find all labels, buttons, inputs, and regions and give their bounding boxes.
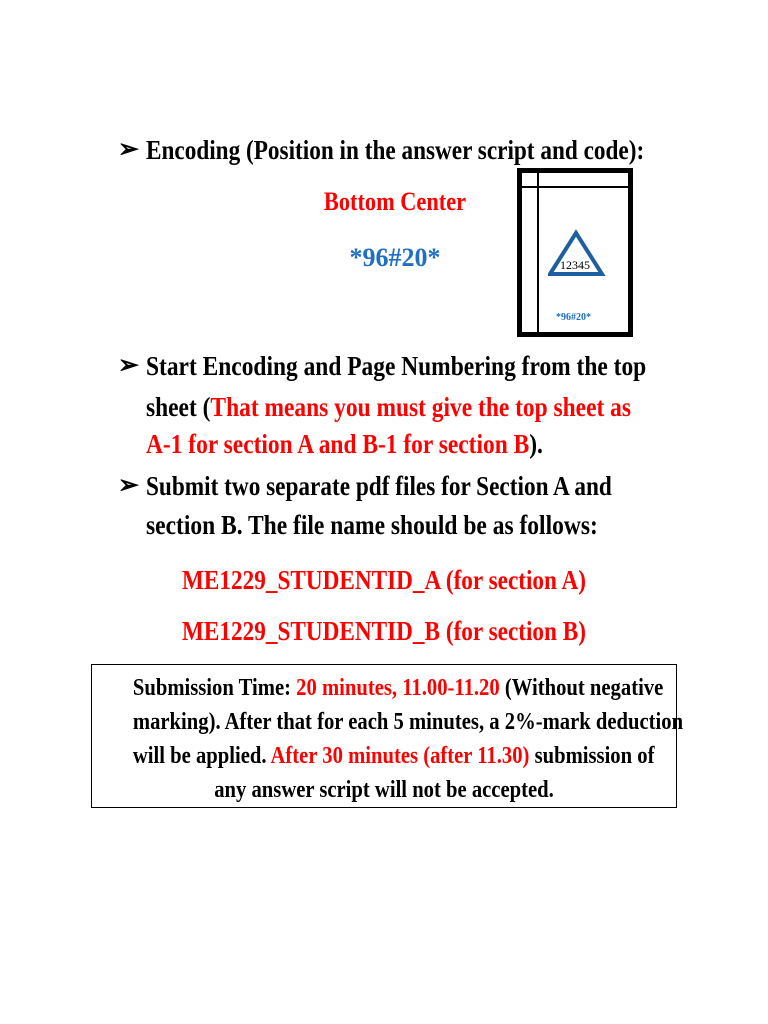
file-name-section-b: ME1229_STUDENTID_B (for section B) — [181, 616, 586, 646]
file-name-section-a: ME1229_STUDENTID_A (for section A) — [181, 565, 586, 595]
sheet-margin-line-vertical — [537, 173, 539, 332]
encoding-code: *96#20* — [349, 243, 441, 272]
start-encoding-line3 — [146, 427, 543, 461]
encoding-heading: Encoding (Position in the answer script and code): — [146, 135, 645, 165]
encoding-position: Bottom Center — [323, 187, 467, 216]
notice-line4: any answer script will not be accepted. — [214, 777, 554, 803]
bullet-arrow-icon: ➢ — [118, 352, 139, 379]
notice-line3 — [132, 739, 655, 773]
notice-time-red: 20 minutes, 11.00-11.20 — [296, 675, 500, 701]
notice-line1-suffix: (Without negative — [499, 675, 664, 701]
sheet-margin-line-horizontal — [522, 186, 628, 188]
submission-notice-box — [91, 664, 684, 808]
start-encoding-line3-red: A-1 for section A and B-1 for section B — [146, 429, 530, 459]
notice-line3-red: After 30 minutes (after 11.30) — [270, 743, 530, 769]
notice-time-label: Submission Time: — [132, 675, 297, 701]
notice-line3-prefix: will be applied. — [132, 743, 271, 769]
start-encoding-line2-red: That means you must give the top sheet as — [210, 392, 631, 422]
sheet-code: *96#20* — [556, 312, 591, 323]
bullet-arrow-icon: ➢ — [118, 136, 139, 163]
start-encoding-line3-suffix: ). — [529, 429, 543, 459]
notice-line3-suffix: submission of — [529, 743, 655, 769]
triangle-number: 12345 — [560, 258, 590, 272]
notice-line1 — [132, 671, 664, 705]
start-encoding-line2-prefix: sheet ( — [146, 392, 211, 422]
notice-line2: marking). After that for each 5 minutes, a 2%-mark deduction — [132, 709, 684, 735]
start-encoding-line1: Start Encoding and Page Numbering from the top — [146, 351, 647, 381]
submit-line2: section B. The file name should be as follows: — [146, 510, 598, 540]
submit-line1: Submit two separate pdf files for Section A and — [146, 471, 612, 501]
start-encoding-line2 — [146, 390, 631, 424]
bullet-arrow-icon: ➢ — [118, 472, 139, 499]
